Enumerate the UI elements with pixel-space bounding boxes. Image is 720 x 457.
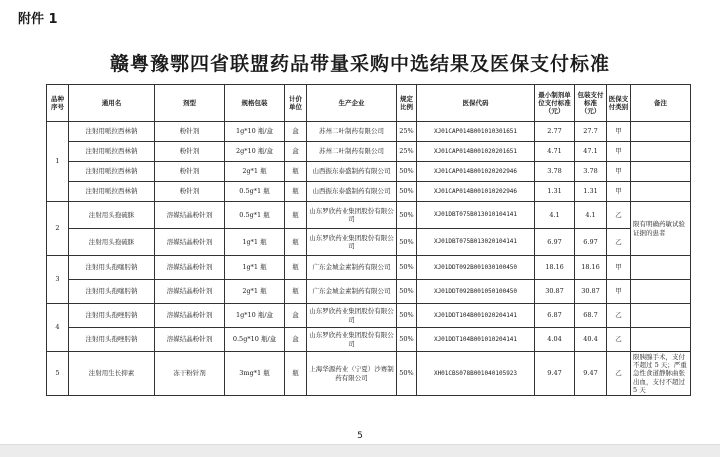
header-note: 备注	[631, 85, 691, 122]
header-pkg-price: 包装支付标准（元）	[575, 85, 607, 122]
cell-maker: 上海华源药业（宁夏）沙赛制药有限公司	[307, 352, 397, 396]
cell-form: 粉针剂	[155, 122, 225, 142]
cell-min-price: 6.87	[535, 304, 575, 328]
cell-ratio: 25%	[397, 142, 417, 162]
header-category: 医保支付类别	[607, 85, 631, 122]
table-body	[47, 122, 691, 396]
cell-pkg-price: 68.7	[575, 304, 607, 328]
cell-note	[631, 122, 691, 142]
cell-code: XJ01CAP014B001010301651	[417, 122, 535, 142]
cell-maker: 苏州二叶制药有限公司	[307, 122, 397, 142]
cell-seq: 2	[47, 202, 69, 256]
cell-unit: 盒	[285, 328, 307, 352]
cell-note	[631, 182, 691, 202]
cell-note: 限胰腺手术，支付不超过 5 天；严重急性食道静脉曲张出血，支付不超过 5 天	[631, 352, 691, 396]
page-bottom-edge	[0, 444, 720, 457]
cell-spec: 1g*10 瓶/盒	[225, 304, 285, 328]
cell-unit: 瓶	[285, 352, 307, 396]
cell-code: XJ01DDT104B001010204141	[417, 328, 535, 352]
table-row	[47, 229, 691, 256]
cell-spec: 1g*1 瓶	[225, 229, 285, 256]
cell-ratio: 25%	[397, 122, 417, 142]
table-row	[47, 122, 691, 142]
cell-code: XJ01DDT104B001020204141	[417, 304, 535, 328]
table-row	[47, 328, 691, 352]
cell-note	[631, 328, 691, 352]
cell-form: 溶媒结晶粉针剂	[155, 256, 225, 280]
cell-seq: 3	[47, 256, 69, 304]
cell-spec: 2g*10 瓶/盒	[225, 142, 285, 162]
attachment-label: 附件 1	[18, 12, 58, 27]
cell-form: 粉针剂	[155, 182, 225, 202]
cell-pkg-price: 4.1	[575, 202, 607, 229]
cell-maker: 山东罗欣药业集团股份有限公司	[307, 229, 397, 256]
cell-name: 注射用哌拉西林钠	[69, 162, 155, 182]
cell-name: 注射用哌拉西林钠	[69, 182, 155, 202]
cell-maker: 山东罗欣药业集团股份有限公司	[307, 202, 397, 229]
cell-code: XJ01CAP014B001010202946	[417, 182, 535, 202]
table-row	[47, 256, 691, 280]
cell-pkg-price: 40.4	[575, 328, 607, 352]
header-ratio: 规定比例	[397, 85, 417, 122]
cell-ratio: 50%	[397, 304, 417, 328]
procurement-table	[46, 84, 691, 396]
cell-ratio: 50%	[397, 162, 417, 182]
cell-unit: 盒	[285, 122, 307, 142]
cell-form: 粉针剂	[155, 162, 225, 182]
cell-ratio: 50%	[397, 328, 417, 352]
cell-spec: 0.5g*1 瓶	[225, 182, 285, 202]
cell-seq: 1	[47, 122, 69, 202]
cell-seq: 5	[47, 352, 69, 396]
cell-form: 溶媒结晶粉针剂	[155, 304, 225, 328]
document-title: 赣粤豫鄂四省联盟药品带量采购中选结果及医保支付标准	[109, 53, 610, 75]
cell-seq: 4	[47, 304, 69, 352]
cell-maker: 山东罗欣药业集团股份有限公司	[307, 304, 397, 328]
cell-form: 溶媒结晶粉针剂	[155, 229, 225, 256]
header-spec: 规格包装	[225, 85, 285, 122]
cell-spec: 0.5g*10 瓶/盒	[225, 328, 285, 352]
cell-code: XJ01DBT075B013010104141	[417, 202, 535, 229]
cell-form: 溶媒结晶粉针剂	[155, 280, 225, 304]
cell-maker: 苏州二叶制药有限公司	[307, 142, 397, 162]
cell-code: XJ01DDT092B001050100450	[417, 280, 535, 304]
cell-name: 注射用头孢硫脒	[69, 202, 155, 229]
cell-ratio: 50%	[397, 352, 417, 396]
cell-name: 注射用头孢噻肟钠	[69, 280, 155, 304]
table-row	[47, 182, 691, 202]
cell-note	[631, 162, 691, 182]
cell-category: 乙	[607, 304, 631, 328]
cell-name: 注射用头孢唑肟钠	[69, 304, 155, 328]
cell-min-price: 4.1	[535, 202, 575, 229]
cell-name: 注射用头孢唑肟钠	[69, 328, 155, 352]
cell-name: 注射用生长抑素	[69, 352, 155, 396]
cell-maker: 广东金城金素制药有限公司	[307, 280, 397, 304]
cell-min-price: 3.78	[535, 162, 575, 182]
cell-min-price: 9.47	[535, 352, 575, 396]
cell-spec: 1g*1 瓶	[225, 256, 285, 280]
cell-name: 注射用头孢噻肟钠	[69, 256, 155, 280]
cell-form: 粉针剂	[155, 142, 225, 162]
cell-spec: 3mg*1 瓶	[225, 352, 285, 396]
cell-category: 甲	[607, 182, 631, 202]
cell-pkg-price: 3.78	[575, 162, 607, 182]
cell-unit: 瓶	[285, 229, 307, 256]
cell-min-price: 4.71	[535, 142, 575, 162]
header-form: 剂型	[155, 85, 225, 122]
cell-unit: 瓶	[285, 202, 307, 229]
table-row	[47, 352, 691, 396]
cell-note	[631, 142, 691, 162]
cell-pkg-price: 47.1	[575, 142, 607, 162]
cell-category: 甲	[607, 162, 631, 182]
cell-maker: 山西振东泰盛制药有限公司	[307, 162, 397, 182]
header-unit: 计价单位	[285, 85, 307, 122]
table-row	[47, 142, 691, 162]
table-row	[47, 162, 691, 182]
cell-code: XJ01CAP014B001020202946	[417, 162, 535, 182]
header-maker: 生产企业	[307, 85, 397, 122]
header-code: 医保代码	[417, 85, 535, 122]
header-name: 通用名	[69, 85, 155, 122]
cell-spec: 2g*1 瓶	[225, 162, 285, 182]
cell-maker: 山东罗欣药业集团股份有限公司	[307, 328, 397, 352]
cell-category: 乙	[607, 352, 631, 396]
cell-pkg-price: 18.16	[575, 256, 607, 280]
cell-code: XH01CBS078B001040105923	[417, 352, 535, 396]
cell-ratio: 50%	[397, 256, 417, 280]
cell-category: 甲	[607, 280, 631, 304]
table-row	[47, 202, 691, 229]
cell-min-price: 2.77	[535, 122, 575, 142]
cell-pkg-price: 27.7	[575, 122, 607, 142]
cell-min-price: 18.16	[535, 256, 575, 280]
cell-spec: 2g*1 瓶	[225, 280, 285, 304]
table-row	[47, 304, 691, 328]
cell-unit: 瓶	[285, 256, 307, 280]
cell-pkg-price: 30.87	[575, 280, 607, 304]
cell-note: 限有明确药敏试验证据的患者	[631, 202, 691, 256]
cell-min-price: 4.04	[535, 328, 575, 352]
table-row	[47, 280, 691, 304]
page-number: 5	[357, 431, 363, 441]
cell-code: XJ01DBT075B013020104141	[417, 229, 535, 256]
cell-maker: 广东金城金素制药有限公司	[307, 256, 397, 280]
cell-name: 注射用哌拉西林钠	[69, 122, 155, 142]
header-seq: 品种序号	[47, 85, 69, 122]
cell-note	[631, 256, 691, 280]
cell-ratio: 50%	[397, 202, 417, 229]
cell-form: 冻干粉针剂	[155, 352, 225, 396]
cell-unit: 瓶	[285, 182, 307, 202]
cell-min-price: 30.87	[535, 280, 575, 304]
cell-category: 甲	[607, 256, 631, 280]
cell-note	[631, 280, 691, 304]
cell-ratio: 50%	[397, 229, 417, 256]
cell-code: XJ01CAP014B001020201651	[417, 142, 535, 162]
cell-code: XJ01DDT092B001030100450	[417, 256, 535, 280]
cell-pkg-price: 9.47	[575, 352, 607, 396]
cell-pkg-price: 1.31	[575, 182, 607, 202]
cell-form: 溶媒结晶粉针剂	[155, 202, 225, 229]
table-header-row	[47, 85, 691, 122]
cell-category: 甲	[607, 142, 631, 162]
cell-min-price: 6.97	[535, 229, 575, 256]
cell-unit: 瓶	[285, 162, 307, 182]
cell-spec: 1g*10 瓶/盒	[225, 122, 285, 142]
cell-note	[631, 304, 691, 328]
cell-min-price: 1.31	[535, 182, 575, 202]
cell-name: 注射用头孢硫脒	[69, 229, 155, 256]
cell-unit: 瓶	[285, 280, 307, 304]
cell-category: 乙	[607, 328, 631, 352]
cell-form: 溶媒结晶粉针剂	[155, 328, 225, 352]
cell-ratio: 50%	[397, 280, 417, 304]
cell-name: 注射用哌拉西林钠	[69, 142, 155, 162]
cell-category: 乙	[607, 229, 631, 256]
cell-maker: 山西振东泰盛制药有限公司	[307, 182, 397, 202]
cell-unit: 盒	[285, 304, 307, 328]
header-min-price: 最小制剂单位支付标准（元）	[535, 85, 575, 122]
cell-category: 乙	[607, 202, 631, 229]
cell-pkg-price: 6.97	[575, 229, 607, 256]
cell-unit: 盒	[285, 142, 307, 162]
cell-spec: 0.5g*1 瓶	[225, 202, 285, 229]
cell-category: 甲	[607, 122, 631, 142]
cell-ratio: 50%	[397, 182, 417, 202]
